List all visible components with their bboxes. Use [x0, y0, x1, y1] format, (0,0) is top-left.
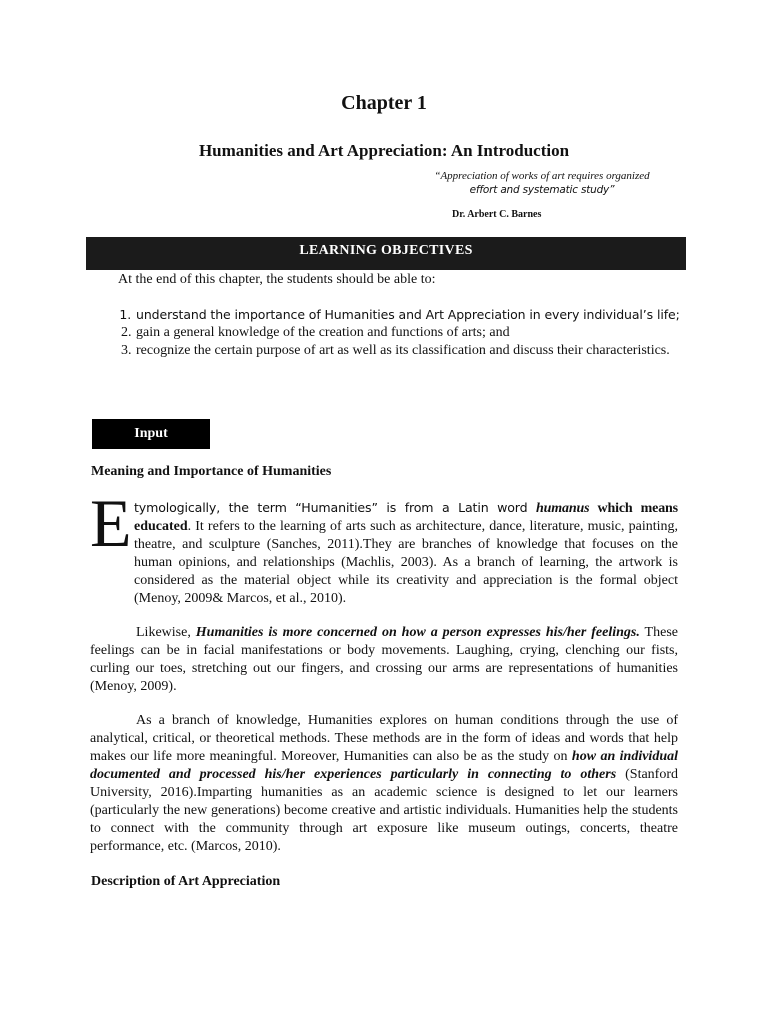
- epigraph-quote-line-2: effort and systematic study”: [469, 184, 615, 196]
- learning-objectives-banner: LEARNING OBJECTIVES: [86, 237, 686, 270]
- paragraph-branch-of-knowledge: [90, 712, 678, 856]
- text-run: As a branch of knowledge, Humanities explores on human conditions through the use of analytical, critical, or theoretical methods. These methods are in the form of ideas and words that help makes our life more meaningful. Moreover, Humanities can also be as the study on: [90, 713, 678, 764]
- drop-cap: E: [90, 485, 132, 561]
- learning-objectives-intro: At the end of this chapter, the students should be able to:: [118, 272, 436, 287]
- chapter-subtitle: Humanities and Art Appreciation: An Introduction: [198, 141, 570, 160]
- paragraph-etymology-wrap: [90, 499, 678, 608]
- epigraph-quote-line-1: “Appreciation of works of art requires organized: [434, 170, 650, 182]
- paragraph-feelings: [90, 624, 678, 696]
- text-bold-run: which means: [589, 501, 678, 516]
- objective-item: 3. recognize the certain purpose of art as well as its classification and discuss their characteristics.: [135, 342, 725, 360]
- text-run: These feelings can be in facial manifestations or body movements. Laughing, crying, clenching our fists, curling our toes, stretching out our fingers, and crossing our arms are representations of humanities (Menoy, 2009).: [90, 625, 678, 694]
- emphasis-feelings: Humanities is more concerned on how a person expresses his/her feelings.: [195, 625, 640, 640]
- paragraph-etymology-lead: [134, 500, 678, 515]
- objective-item: 2. gain a general knowledge of the creation and functions of arts; and: [135, 324, 725, 342]
- text-run: (Stanford University, 2016).Imparting humanities as an academic science is designed to let our learners (particularly the new generations) become creative and artistic individuals. Humanities help the students to connect with the community through art exposure like museum outings, concerts, theatre performance, etc. (Marcos, 2010).: [90, 767, 678, 854]
- term-educated: educated: [134, 519, 188, 534]
- objective-item: 1. understand the importance of Humanities and Art Appreciation in every individual’s life;: [135, 306, 725, 324]
- text-run: tymologically, the term “Humanities” is from a Latin word: [134, 500, 537, 515]
- section-heading-humanities: Meaning and Importance of Humanities: [91, 464, 332, 479]
- epigraph-author: Dr. Arbert C. Barnes: [452, 209, 542, 220]
- learning-objectives-list: [88, 306, 725, 360]
- emphasis-experiences: how an individual documented and processed his/her experiences particularly in connecting to others: [90, 749, 678, 782]
- input-section-label: Input: [92, 419, 210, 449]
- section-heading-art-appreciation: Description of Art Appreciation: [91, 874, 281, 889]
- chapter-title: Chapter 1: [341, 92, 427, 114]
- text-run: Likewise,: [136, 625, 196, 640]
- paragraph-etymology: [90, 499, 678, 608]
- term-humanus: humanus: [536, 501, 590, 516]
- text-run: . It refers to the learning of arts such as architecture, dance, literature, music, painting, theatre, and sculpture (Sanches, 2011).They are branches of knowledge that focuses on the human opinions, and relationships (Machlis, 2003). As a branch of learning, the artwork is considered as the material object while its creativity and appreciation is the formal object (Menoy, 2009& Marcos, et al., 2010).: [134, 519, 678, 606]
